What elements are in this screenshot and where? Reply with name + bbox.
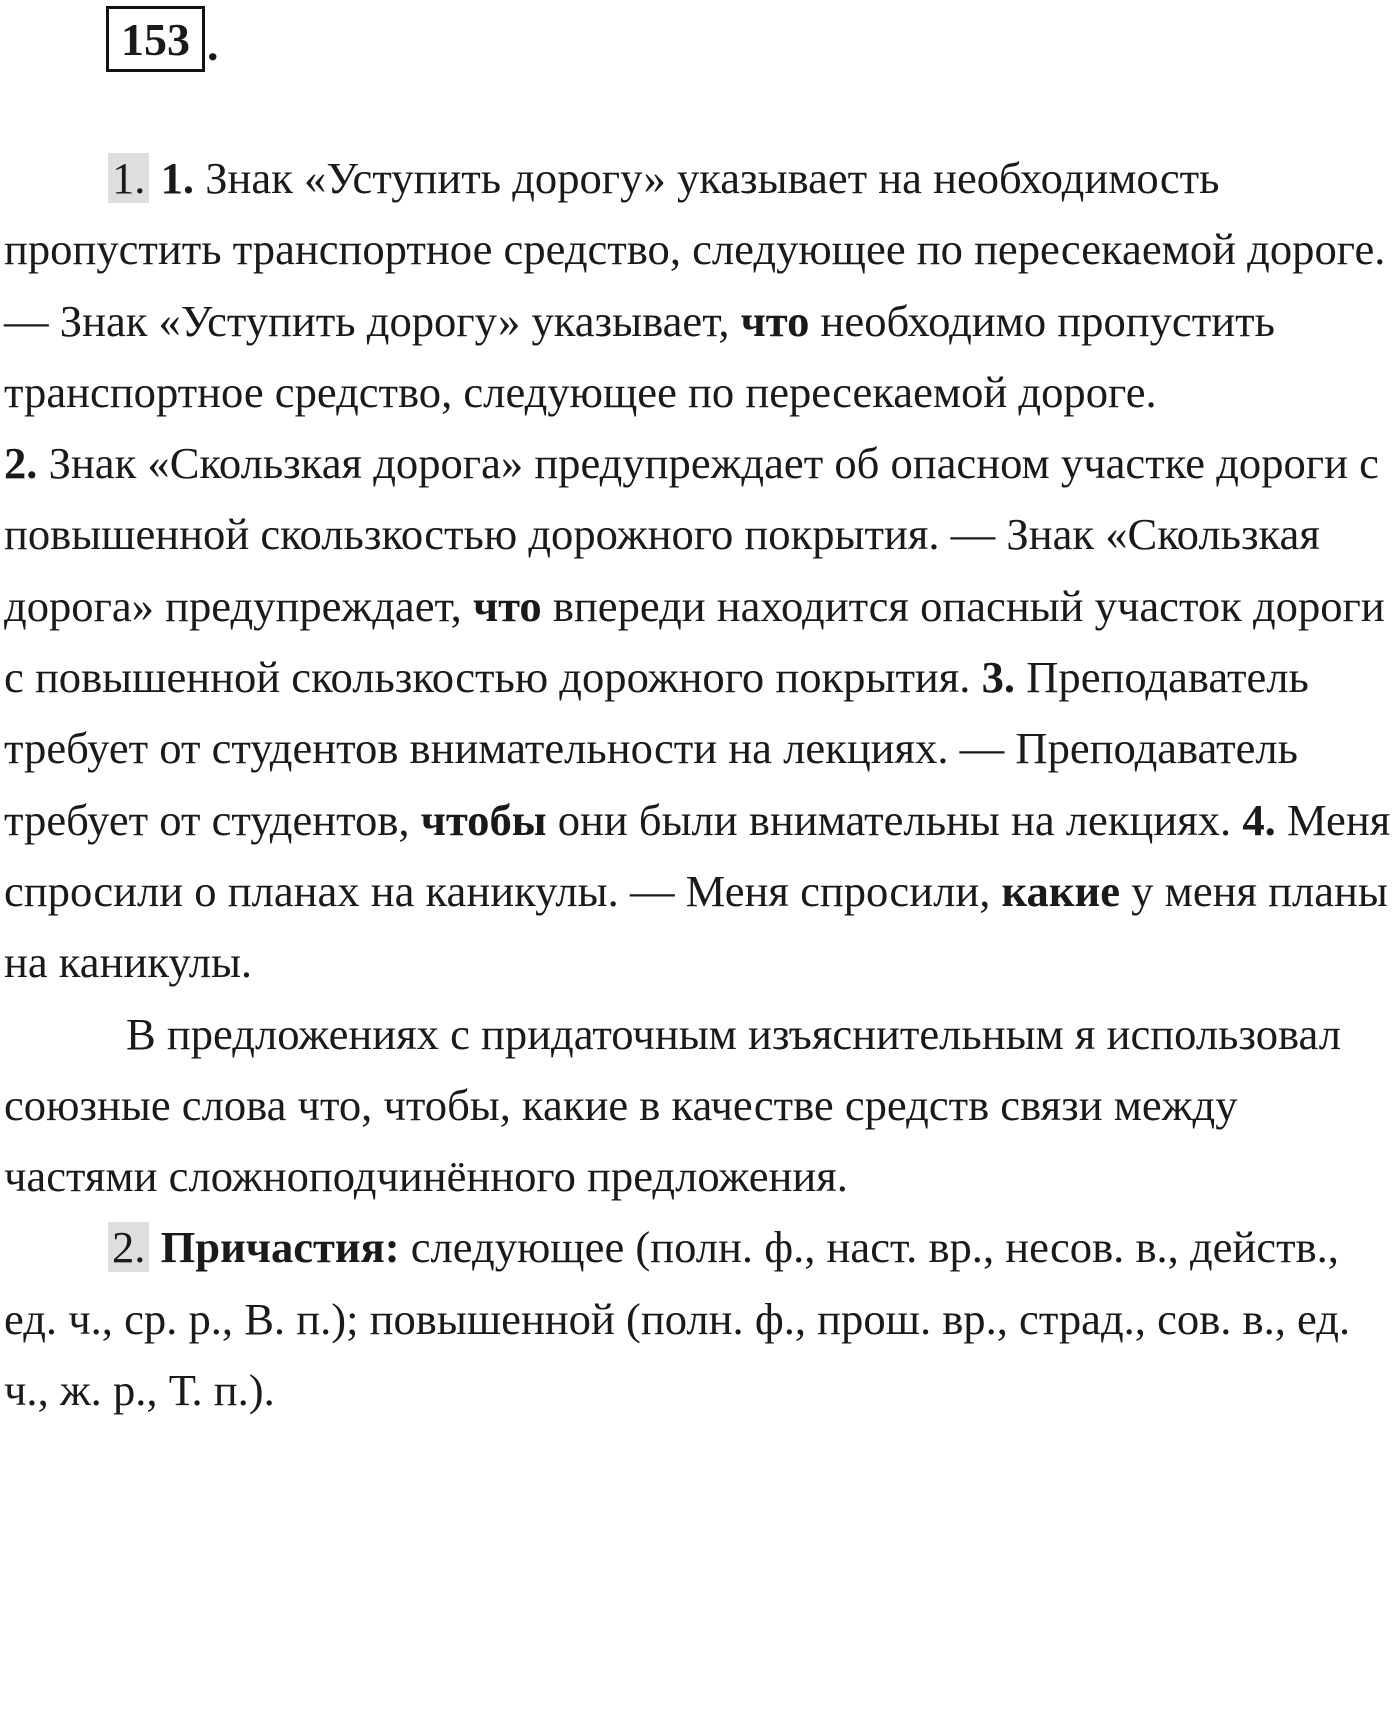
item-3-text-after: они были внимательны на лекциях.	[546, 794, 1232, 845]
section-2-marker: 2.	[108, 1222, 149, 1272]
item-4-text-before: Меня спросили о планах на каникулы. — Меня спросили,	[4, 794, 1391, 916]
task-number-box: 153	[106, 6, 205, 72]
item-4-conjunction: какие	[1001, 865, 1121, 916]
section-1-marker: 1.	[108, 153, 149, 203]
answer-content	[4, 143, 1398, 1426]
item-4-text-after: у меня планы на каникулы.	[4, 865, 1388, 988]
task-number-dot: .	[207, 19, 219, 70]
section-2-text: следующее (полн. ф., наст. вр., несов. в., действ., ед. ч., ср. р., В. п.); повышенной (полн. ф., прош. вр., страд., сов. в., ед. ч., ж. р., Т. п.).	[4, 1222, 1351, 1416]
item-2-text-before: Знак «Скользкая дорога» предупреждает об опасном участке дороги с повышенной скользкостью дорожного покрытия. — Знак «Скользкая дорога» предупреждает,	[4, 438, 1379, 631]
item-2-number: 2.	[4, 438, 38, 489]
item-1-text-after: необходимо пропустить транспортное средство, следующее по пересекаемой дороге.	[4, 295, 1275, 417]
item-3-conjunction: чтобы	[420, 794, 547, 845]
item-1-text-before: Знак «Уступить дорогу» указывает на необходимость пропустить транспортное средство, следующее по пересекаемой дороге. — Знак «Уступить дорогу» указывает,	[4, 153, 1386, 346]
item-1-number: 1.	[160, 153, 195, 203]
item-1-conjunction: что	[740, 295, 810, 346]
section-2-heading: Причастия:	[160, 1222, 400, 1273]
section-1-conclusion: В предложениях с придаточным изъяснительным я использовал союзные слова что, чтобы, какие в качестве средств связи между частями сложноподчинённого предложения.	[4, 1008, 1341, 1202]
item-2-conjunction: что	[472, 580, 542, 631]
task-header	[106, 6, 219, 72]
item-3-text-before: Преподаватель требует от студентов внимательности на лекциях. — Преподаватель требует от студентов,	[4, 652, 1309, 845]
item-3-number: 3.	[981, 652, 1016, 703]
item-4-number: 4.	[1242, 794, 1276, 845]
item-2-text-after: впереди находится опасный участок дороги с повышенной скользкостью дорожного покрытия.	[4, 580, 1385, 703]
section-1-paragraph	[4, 143, 1398, 999]
section-2-paragraph	[4, 1212, 1398, 1426]
